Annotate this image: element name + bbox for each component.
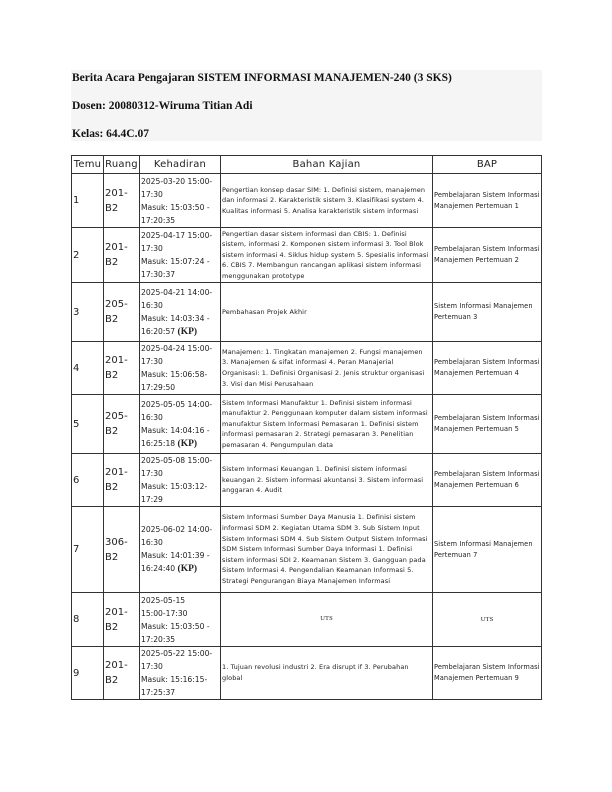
cell-temu: 2 bbox=[72, 228, 104, 283]
attendance-line: Masuk: 14:01:39 - bbox=[141, 551, 210, 560]
cell-temu: 8 bbox=[72, 593, 104, 647]
kp-badge: (KP) bbox=[177, 564, 198, 574]
attendance-line: 16:30 bbox=[141, 538, 163, 547]
cell-kehadiran bbox=[140, 454, 221, 507]
cell-kehadiran bbox=[140, 593, 221, 647]
table-row bbox=[72, 342, 542, 395]
attendance-line: 16:30 bbox=[141, 412, 163, 422]
cell-bap: Pembelajaran Sistem Informasi Manajemen Pertemuan 9 bbox=[433, 647, 542, 700]
attendance-line: 2025-03-20 15:00- bbox=[141, 176, 213, 186]
cell-bap: Pembelajaran Sistem Informasi Manajemen Pertemuan 5 bbox=[433, 395, 542, 454]
cell-kehadiran bbox=[140, 283, 221, 342]
attendance-line: 17:25:37 bbox=[141, 688, 176, 697]
cell-ruang: 205-B2 bbox=[104, 395, 140, 454]
attendance-line: 2025-06-02 14:00- bbox=[141, 525, 213, 534]
lecturer-line: Dosen: 20080312-Wiruma Titian Adi bbox=[72, 100, 253, 112]
attendance-line: 17:30:37 bbox=[141, 270, 176, 279]
column-header-kehadiran: Kehadiran bbox=[140, 156, 221, 174]
attendance-line: 17:20:35 bbox=[141, 215, 176, 225]
table-row bbox=[72, 507, 542, 593]
cell-bap: Sistem Informasi Manajemen Pertemuan 7 bbox=[433, 507, 542, 593]
cell-temu: 5 bbox=[72, 395, 104, 454]
cell-kehadiran bbox=[140, 228, 221, 283]
column-header-ruang: Ruang bbox=[104, 156, 140, 174]
attendance-line: Masuk: 15:06:58- bbox=[141, 370, 208, 379]
attendance-line: 17:30 bbox=[141, 469, 163, 478]
attendance-line: 16:25:18 bbox=[141, 438, 176, 448]
cell-kehadiran bbox=[140, 174, 221, 228]
attendance-line: 2025-04-24 15:00- bbox=[141, 344, 213, 353]
cell-temu: 9 bbox=[72, 647, 104, 700]
kp-badge: (KP) bbox=[177, 438, 198, 449]
cell-ruang: 205-B2 bbox=[104, 283, 140, 342]
cell-bahan-kajian: Manajemen: 1. Tingkatan manajemen 2. Fungsi manajemen 3. Manajemen & sifat informasi 4. Peran Manajerial Organisasi: 1. Definisi Organisasi 2. Jenis struktur organisasi 3. Visi dan Misi Perusahaan bbox=[221, 342, 433, 395]
attendance-line: 2025-05-22 15:00- bbox=[141, 649, 213, 658]
cell-ruang: 201-B2 bbox=[104, 647, 140, 700]
attendance-line: 17:30 bbox=[141, 357, 163, 366]
cell-bahan-kajian: Sistem Informasi Keuangan 1. Definisi sistem informasi keuangan 2. Sistem informasi akuntansi 3. Sistem informasi anggaran 4. Audit bbox=[221, 454, 433, 507]
attendance-line: 17:30 bbox=[141, 244, 163, 253]
column-header-bap: BAP bbox=[433, 156, 542, 174]
cell-kehadiran bbox=[140, 507, 221, 593]
cell-ruang: 201-B2 bbox=[104, 593, 140, 647]
table-row bbox=[72, 454, 542, 507]
cell-bahan-kajian: Sistem Informasi Manufaktur 1. Definisi sistem informasi manufaktur 2. Penggunaan komputer dalam sistem informasi manufaktur Sistem Informasi Pemasaran 1. Definisi sistem informasi pemasaran 2. Strategi pemasaran 3. Penelitian pemasaran 4. Pengumpulan data bbox=[221, 395, 433, 454]
attendance-line: 16:30 bbox=[141, 300, 163, 310]
attendance-line: 17:30 bbox=[141, 189, 163, 199]
cell-bap: Pembelajaran Sistem Informasi Manajemen Pertemuan 6 bbox=[433, 454, 542, 507]
cell-bahan-kajian: Sistem Informasi Sumber Daya Manusia 1. Definisi sistem informasi SDM 2. Kegiatan Utama SDM 3. Sub Sistem Input Sistem Informasi SDM 4. Sub Sistem Output Sistem Informasi SDM Sistem Informasi Sumber Daya Informasi 1. Definisi sistem informasi SDI 2. Keamanan Sistem 3. Gangguan pada Sistem Informasi 4. Pengendalian Keamanan Informasi 5. Strategi Pengurangan Biaya Manajemen Informasi bbox=[221, 507, 433, 593]
cell-bahan-kajian: 1. Tujuan revolusi industri 2. Era disrupt if 3. Perubahan global bbox=[221, 647, 433, 700]
column-header-temu: Temu bbox=[72, 156, 104, 174]
attendance-line: Masuk: 15:07:24 - bbox=[141, 257, 210, 266]
cell-bahan-kajian: Pembahasan Projek Akhir bbox=[221, 283, 433, 342]
class-line: Kelas: 64.4C.07 bbox=[72, 128, 149, 140]
table-row bbox=[72, 174, 542, 228]
cell-ruang: 201-B2 bbox=[104, 454, 140, 507]
kp-badge: (KP) bbox=[177, 326, 198, 337]
cell-temu: 7 bbox=[72, 507, 104, 593]
table-row bbox=[72, 228, 542, 283]
attendance-line: 15:00-17:30 bbox=[141, 608, 188, 618]
attendance-line: Masuk: 15:16:15- bbox=[141, 675, 208, 684]
attendance-line: Masuk: 15:03:12- bbox=[141, 482, 208, 491]
attendance-line: 2025-05-15 bbox=[141, 595, 186, 605]
cell-temu: 3 bbox=[72, 283, 104, 342]
cell-bap: UTS bbox=[433, 593, 542, 647]
attendance-line: Masuk: 14:04:16 - bbox=[141, 425, 210, 435]
column-header-bahan-kajian: Bahan Kajian bbox=[221, 156, 433, 174]
attendance-line: 17:20:35 bbox=[141, 634, 176, 644]
attendance-line: 2025-05-05 14:00- bbox=[141, 399, 213, 409]
cell-temu: 6 bbox=[72, 454, 104, 507]
attendance-line: 17:29:50 bbox=[141, 383, 176, 392]
cell-bap: Pembelajaran Sistem Informasi Manajemen Pertemuan 4 bbox=[433, 342, 542, 395]
cell-ruang: 306-B2 bbox=[104, 507, 140, 593]
cell-bap: Pembelajaran Sistem Informasi Manajemen Pertemuan 1 bbox=[433, 174, 542, 228]
cell-bahan-kajian: Pengertian konsep dasar SIM: 1. Definisi sistem, manajemen dan informasi 2. Karakteristik sistem 3. Klasifikasi system 4. Kualitas informasi 5. Analisa karakteristik sistem informasi bbox=[221, 174, 433, 228]
page-title: Berita Acara Pengajaran SISTEM INFORMASI MANAJEMEN-240 (3 SKS) bbox=[72, 72, 452, 84]
cell-bap: Sistem Informasi Manajemen Pertemuan 3 bbox=[433, 283, 542, 342]
cell-bap: Pembelajaran Sistem Informasi Manajemen Pertemuan 2 bbox=[433, 228, 542, 283]
cell-temu: 4 bbox=[72, 342, 104, 395]
cell-kehadiran bbox=[140, 395, 221, 454]
attendance-line: 2025-04-17 15:00- bbox=[141, 231, 213, 240]
attendance-line: Masuk: 15:03:50 - bbox=[141, 202, 210, 212]
cell-ruang: 201-B2 bbox=[104, 342, 140, 395]
cell-ruang: 201-B2 bbox=[104, 174, 140, 228]
attendance-line: 16:24:40 bbox=[141, 564, 176, 573]
cell-ruang: 201-B2 bbox=[104, 228, 140, 283]
table-row bbox=[72, 593, 542, 647]
attendance-line: 16:20:57 bbox=[141, 326, 176, 336]
table-header-row bbox=[72, 156, 542, 174]
cell-bahan-kajian: UTS bbox=[221, 593, 433, 647]
cell-bahan-kajian: Pengertian dasar sistem informasi dan CBIS: 1. Definisi sistem, informasi 2. Komponen sistem informasi 3. Tool Blok sistem informasi 4. Siklus hidup system 5. Spesialis informasi 6. CBIS 7. Membangun rancangan aplikasi sistem informasi menggunakan prototype bbox=[221, 228, 433, 283]
table-row bbox=[72, 395, 542, 454]
attendance-line: 2025-05-08 15:00- bbox=[141, 456, 213, 465]
cell-kehadiran bbox=[140, 647, 221, 700]
teaching-record-table bbox=[71, 155, 542, 700]
attendance-line: 17:29 bbox=[141, 495, 163, 504]
attendance-line: 17:30 bbox=[141, 662, 163, 671]
cell-kehadiran bbox=[140, 342, 221, 395]
attendance-line: Masuk: 14:03:34 - bbox=[141, 313, 210, 323]
attendance-line: 2025-04-21 14:00- bbox=[141, 287, 213, 297]
cell-temu: 1 bbox=[72, 174, 104, 228]
table-row bbox=[72, 283, 542, 342]
attendance-line: Masuk: 15:03:50 - bbox=[141, 621, 210, 631]
table-row bbox=[72, 647, 542, 700]
